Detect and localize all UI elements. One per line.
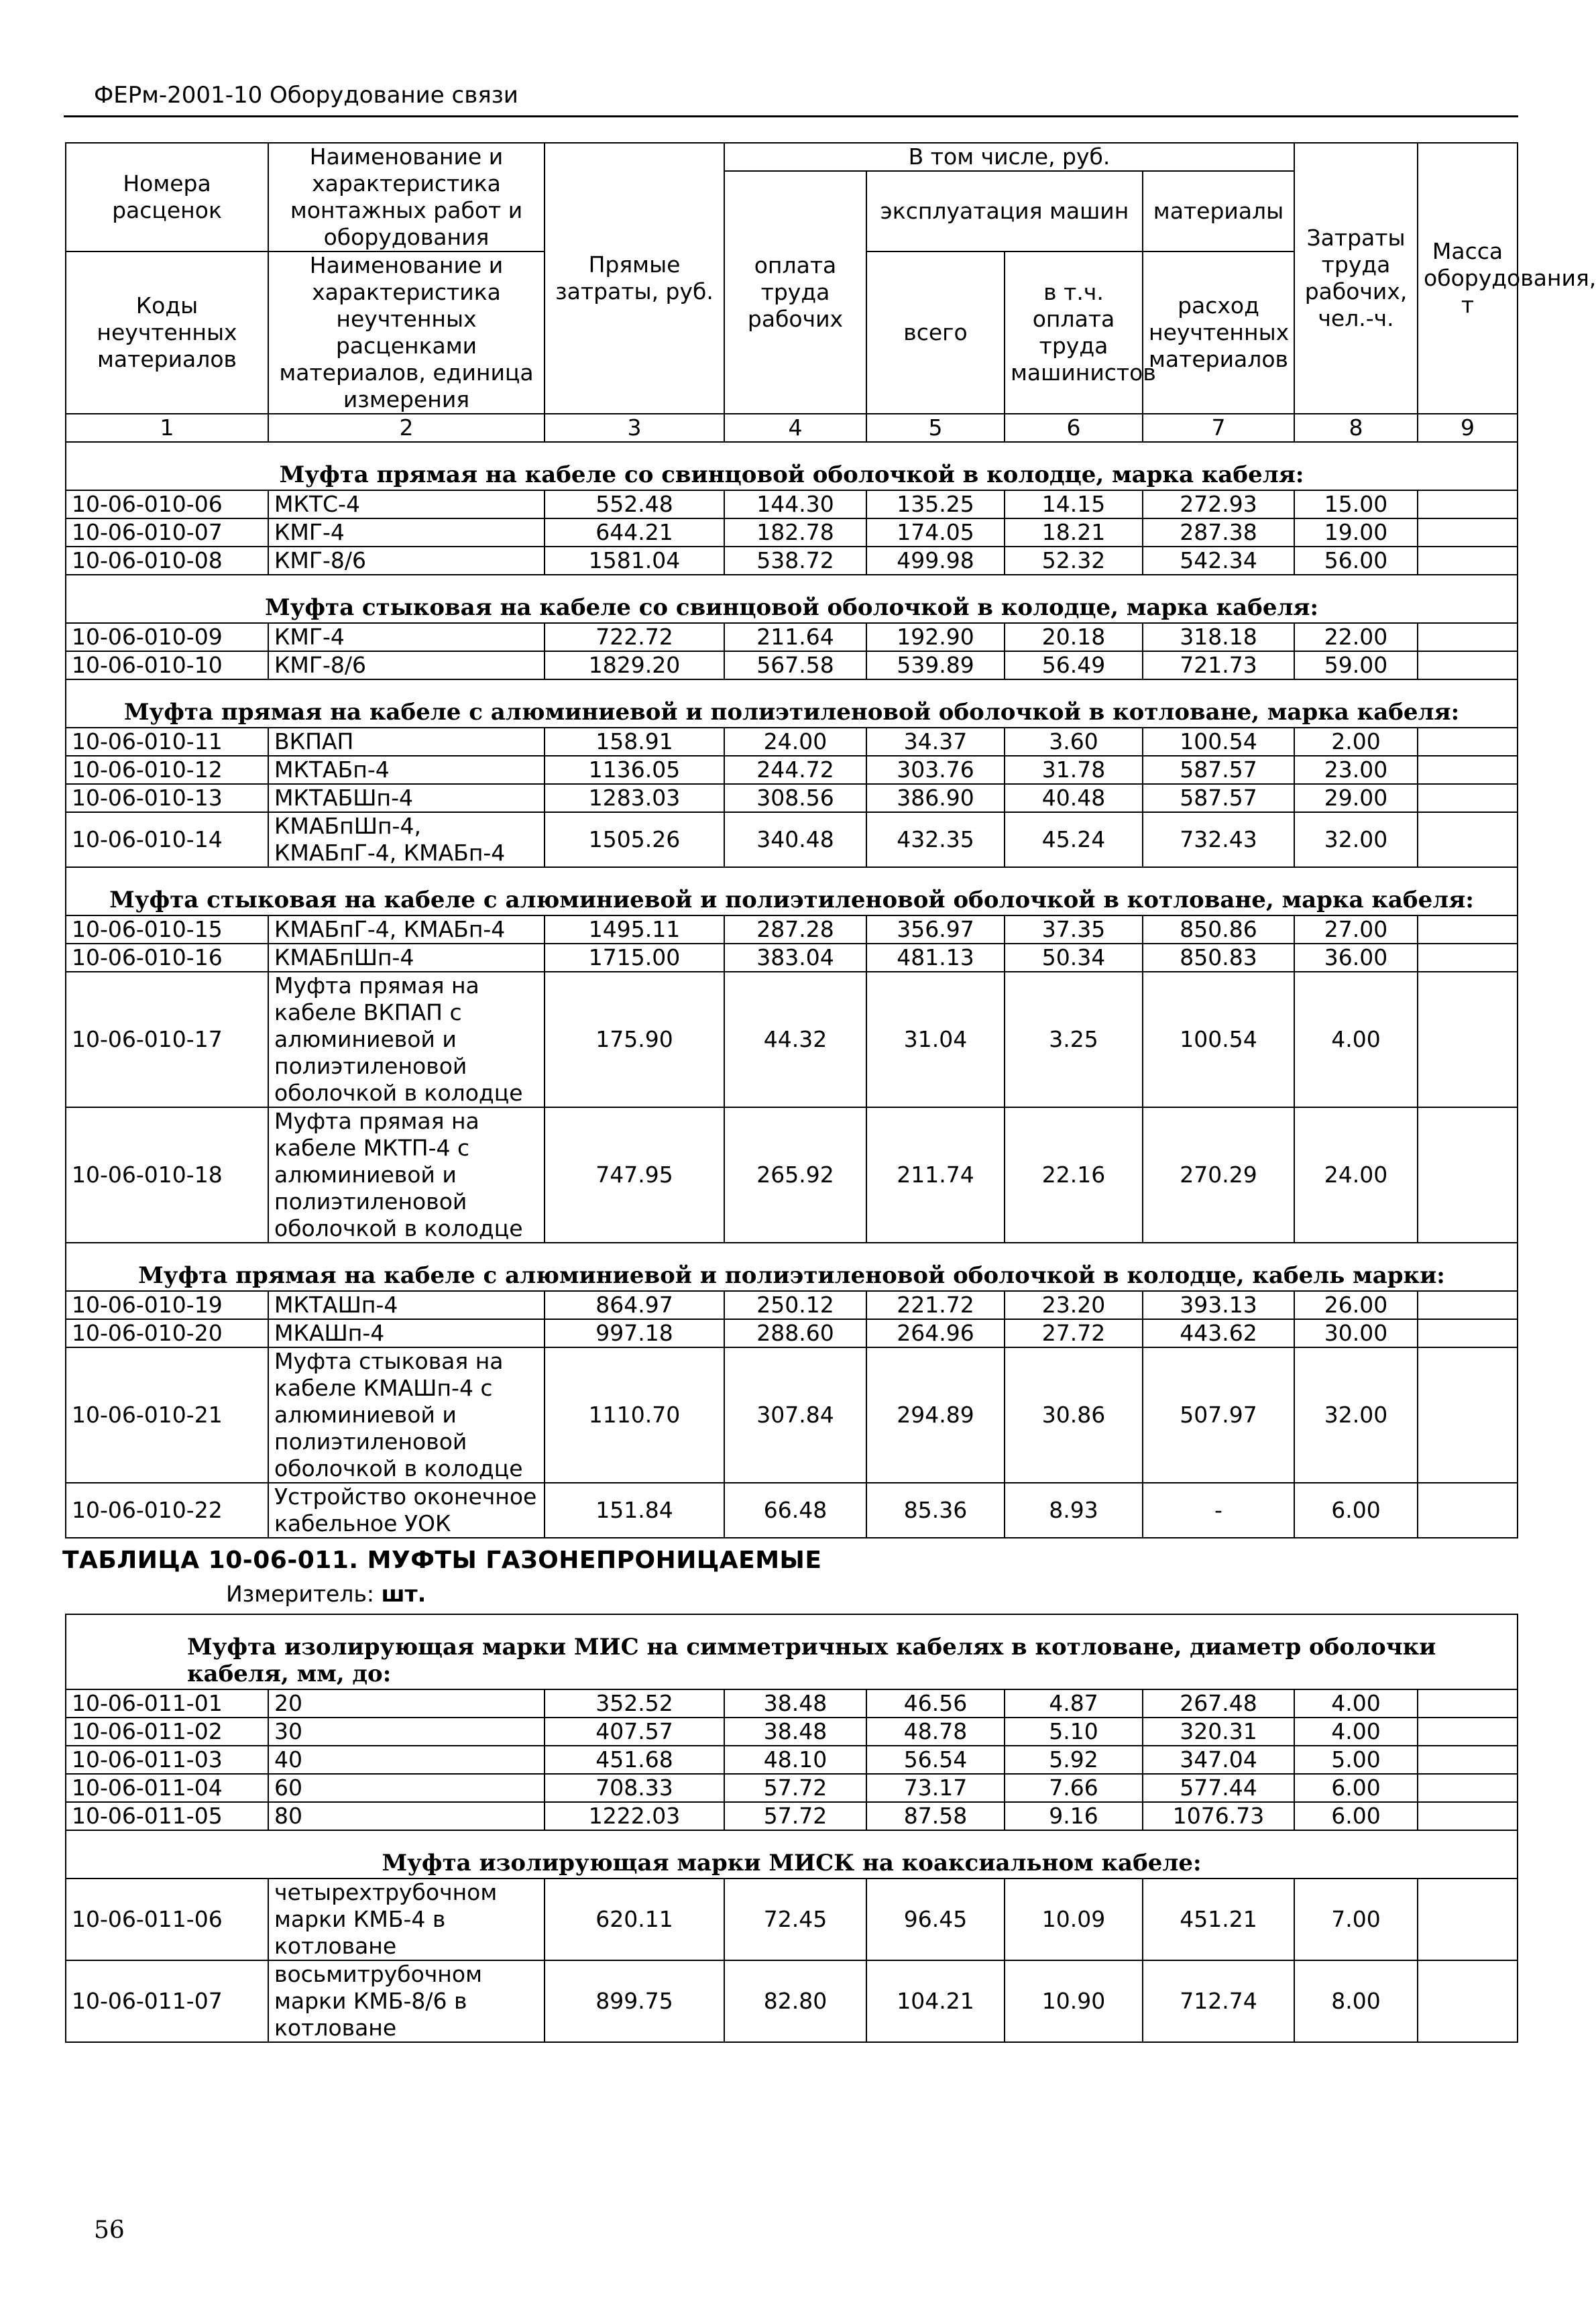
equipment-mass (1418, 1746, 1518, 1774)
machine-cost: 73.17 (866, 1774, 1005, 1802)
machine-operator-pay: 22.16 (1005, 1107, 1143, 1243)
item-name: МКТАБп-4 (268, 756, 545, 784)
labor-pay: 82.80 (724, 1960, 866, 2042)
machine-cost: 499.98 (866, 547, 1005, 575)
table-row (66, 728, 1518, 756)
materials-cost: 320.31 (1143, 1718, 1294, 1746)
machine-operator-pay: 56.49 (1005, 651, 1143, 679)
materials-cost: 270.29 (1143, 1107, 1294, 1243)
rate-code: 10-06-011-05 (66, 1802, 268, 1830)
section-title-row (66, 1830, 1518, 1879)
equipment-mass (1418, 1960, 1518, 2042)
machine-operator-pay: 7.66 (1005, 1774, 1143, 1802)
machine-cost: 46.56 (866, 1689, 1005, 1718)
item-name: МКТАБШп-4 (268, 784, 545, 812)
machine-cost: 31.04 (866, 972, 1005, 1107)
equipment-mass (1418, 1291, 1518, 1319)
page-header: ФЕРм-2001-10 Оборудование связи (94, 82, 518, 109)
rate-code: 10-06-010-19 (66, 1291, 268, 1319)
item-name: 80 (268, 1802, 545, 1830)
labor-hours: 19.00 (1294, 518, 1418, 547)
item-name: КМГ-8/6 (268, 547, 545, 575)
machine-operator-pay: 9.16 (1005, 1802, 1143, 1830)
table-row (66, 547, 1518, 575)
col-num: 8 (1294, 414, 1418, 442)
labor-pay: 144.30 (724, 490, 866, 518)
machine-operator-pay: 5.92 (1005, 1746, 1143, 1774)
equipment-mass (1418, 1107, 1518, 1243)
rate-code: 10-06-010-10 (66, 651, 268, 679)
rate-code: 10-06-010-12 (66, 756, 268, 784)
section-title: Муфта изолирующая марки МИСК на коаксиальном кабеле: (66, 1830, 1518, 1879)
labor-pay: 340.48 (724, 812, 866, 867)
col-num: 5 (866, 414, 1005, 442)
direct-costs: 1581.04 (545, 547, 724, 575)
rate-code: 10-06-011-01 (66, 1689, 268, 1718)
machine-operator-pay: 31.78 (1005, 756, 1143, 784)
item-name: КМГ-8/6 (268, 651, 545, 679)
materials-cost: 732.43 (1143, 812, 1294, 867)
table-row (66, 812, 1518, 867)
labor-hours: 23.00 (1294, 756, 1418, 784)
direct-costs: 1505.26 (545, 812, 724, 867)
machine-operator-pay: 20.18 (1005, 623, 1143, 651)
table-row (66, 518, 1518, 547)
materials-cost: 100.54 (1143, 728, 1294, 756)
equipment-mass (1418, 547, 1518, 575)
direct-costs: 864.97 (545, 1291, 724, 1319)
machine-cost: 174.05 (866, 518, 1005, 547)
table-row (66, 1718, 1518, 1746)
table-row (66, 1689, 1518, 1718)
labor-hours: 5.00 (1294, 1746, 1418, 1774)
header-labor-costs: Затраты труда рабочих, чел.-ч. (1294, 143, 1418, 414)
table-row (66, 944, 1518, 972)
machine-cost: 211.74 (866, 1107, 1005, 1243)
materials-cost: 721.73 (1143, 651, 1294, 679)
labor-hours: 8.00 (1294, 1960, 1418, 2042)
item-name: четырехтрубочном марки КМБ-4 в котловане (268, 1879, 545, 1960)
direct-costs: 1829.20 (545, 651, 724, 679)
machine-operator-pay: 10.90 (1005, 1960, 1143, 2042)
equipment-mass (1418, 1879, 1518, 1960)
equipment-mass (1418, 518, 1518, 547)
machine-cost: 48.78 (866, 1718, 1005, 1746)
direct-costs: 747.95 (545, 1107, 724, 1243)
table-row (66, 1319, 1518, 1347)
item-name: КМАБпШп-4, КМАБпГ-4, КМАБп-4 (268, 812, 545, 867)
equipment-mass (1418, 1774, 1518, 1802)
equipment-mass (1418, 651, 1518, 679)
labor-hours: 27.00 (1294, 915, 1418, 944)
direct-costs: 899.75 (545, 1960, 724, 2042)
table-10-06-011-title: ТАБЛИЦА 10-06-011. МУФТЫ ГАЗОНЕПРОНИЦАЕМЫЕ (62, 1547, 822, 1574)
materials-cost: 542.34 (1143, 547, 1294, 575)
header-codes-bottom: Коды неучтенных материалов (66, 251, 268, 414)
labor-pay: 383.04 (724, 944, 866, 972)
rate-code: 10-06-011-04 (66, 1774, 268, 1802)
header-machine-incl: в т.ч. оплата труда машинистов (1005, 251, 1143, 414)
direct-costs: 552.48 (545, 490, 724, 518)
equipment-mass (1418, 728, 1518, 756)
header-codes-top: Номера расценок (66, 143, 268, 251)
machine-cost: 192.90 (866, 623, 1005, 651)
rate-code: 10-06-010-16 (66, 944, 268, 972)
labor-pay: 308.56 (724, 784, 866, 812)
labor-pay: 288.60 (724, 1319, 866, 1347)
direct-costs: 1495.11 (545, 915, 724, 944)
item-name: 20 (268, 1689, 545, 1718)
header-name-bottom: Наименование и характеристика неучтенных расценками материалов, единица измерения (268, 251, 545, 414)
table-row (66, 1960, 1518, 2042)
main-content (62, 142, 1596, 2043)
table-row (66, 1347, 1518, 1483)
section-title-row (66, 442, 1518, 490)
materials-cost: 347.04 (1143, 1746, 1294, 1774)
item-name: КМГ-4 (268, 518, 545, 547)
section-title: Муфта прямая на кабеле с алюминиевой и полиэтиленовой оболочкой в котловане, марка кабеля: (66, 679, 1518, 728)
materials-cost: 443.62 (1143, 1319, 1294, 1347)
direct-costs: 644.21 (545, 518, 724, 547)
labor-pay: 66.48 (724, 1483, 866, 1538)
col-num: 7 (1143, 414, 1294, 442)
materials-cost: 267.48 (1143, 1689, 1294, 1718)
col-num: 2 (268, 414, 545, 442)
col-num: 3 (545, 414, 724, 442)
labor-pay: 567.58 (724, 651, 866, 679)
rate-code: 10-06-010-08 (66, 547, 268, 575)
labor-hours: 26.00 (1294, 1291, 1418, 1319)
direct-costs: 175.90 (545, 972, 724, 1107)
machine-cost: 386.90 (866, 784, 1005, 812)
labor-pay: 250.12 (724, 1291, 866, 1319)
header-materials: материалы (1143, 171, 1294, 251)
item-name: 40 (268, 1746, 545, 1774)
equipment-mass (1418, 490, 1518, 518)
machine-operator-pay: 4.87 (1005, 1689, 1143, 1718)
labor-hours: 4.00 (1294, 972, 1418, 1107)
equipment-mass (1418, 915, 1518, 944)
labor-hours: 6.00 (1294, 1774, 1418, 1802)
direct-costs: 158.91 (545, 728, 724, 756)
labor-hours: 56.00 (1294, 547, 1418, 575)
table-row (66, 1291, 1518, 1319)
section-title-row (66, 867, 1518, 915)
machine-cost: 87.58 (866, 1802, 1005, 1830)
labor-hours: 24.00 (1294, 1107, 1418, 1243)
rate-code: 10-06-010-21 (66, 1347, 268, 1483)
table-row (66, 1746, 1518, 1774)
rate-code: 10-06-010-11 (66, 728, 268, 756)
table-row (66, 1483, 1518, 1538)
section-title: Муфта прямая на кабеле со свинцовой оболочкой в колодце, марка кабеля: (66, 442, 1518, 490)
labor-pay: 72.45 (724, 1879, 866, 1960)
equipment-mass (1418, 1319, 1518, 1347)
section-title-row (66, 679, 1518, 728)
measure-unit: шт. (381, 1581, 426, 1607)
rate-code: 10-06-011-02 (66, 1718, 268, 1746)
labor-hours: 2.00 (1294, 728, 1418, 756)
labor-pay: 244.72 (724, 756, 866, 784)
item-name: КМАБпШп-4 (268, 944, 545, 972)
labor-hours: 6.00 (1294, 1483, 1418, 1538)
header-mass: Масса оборудования, т (1418, 143, 1518, 414)
equipment-mass (1418, 1347, 1518, 1483)
labor-pay: 307.84 (724, 1347, 866, 1483)
machine-cost: 294.89 (866, 1347, 1005, 1483)
rate-code: 10-06-010-20 (66, 1319, 268, 1347)
table-row (66, 490, 1518, 518)
section-title: Муфта прямая на кабеле с алюминиевой и полиэтиленовой оболочкой в колодце, кабель марки: (66, 1243, 1518, 1291)
machine-cost: 34.37 (866, 728, 1005, 756)
materials-cost: 287.38 (1143, 518, 1294, 547)
labor-pay: 287.28 (724, 915, 866, 944)
labor-pay: 38.48 (724, 1718, 866, 1746)
equipment-mass (1418, 756, 1518, 784)
labor-hours: 32.00 (1294, 1347, 1418, 1483)
machine-cost: 539.89 (866, 651, 1005, 679)
labor-pay: 24.00 (724, 728, 866, 756)
table-row (66, 915, 1518, 944)
labor-hours: 30.00 (1294, 1319, 1418, 1347)
labor-hours: 59.00 (1294, 651, 1418, 679)
machine-operator-pay: 45.24 (1005, 812, 1143, 867)
materials-cost: 272.93 (1143, 490, 1294, 518)
measure-label: Измеритель: (226, 1581, 375, 1607)
labor-hours: 6.00 (1294, 1802, 1418, 1830)
labor-pay: 182.78 (724, 518, 866, 547)
labor-hours: 7.00 (1294, 1879, 1418, 1960)
labor-hours: 36.00 (1294, 944, 1418, 972)
machine-operator-pay: 18.21 (1005, 518, 1143, 547)
item-name: МКТАШп-4 (268, 1291, 545, 1319)
direct-costs: 1110.70 (545, 1347, 724, 1483)
item-name: Муфта стыковая на кабеле КМАШп-4 с алюминиевой и полиэтиленовой оболочкой в колодце (268, 1347, 545, 1483)
materials-cost: 587.57 (1143, 756, 1294, 784)
machine-cost: 104.21 (866, 1960, 1005, 2042)
item-name: ВКПАП (268, 728, 545, 756)
labor-hours: 29.00 (1294, 784, 1418, 812)
machine-cost: 356.97 (866, 915, 1005, 944)
labor-pay: 538.72 (724, 547, 866, 575)
machine-cost: 96.45 (866, 1879, 1005, 1960)
table-row (66, 972, 1518, 1107)
header-name-top: Наименование и характеристика монтажных работ и оборудования (268, 143, 545, 251)
direct-costs: 1715.00 (545, 944, 724, 972)
equipment-mass (1418, 1483, 1518, 1538)
item-name: КМАБпГ-4, КМАБп-4 (268, 915, 545, 944)
item-name: Муфта прямая на кабеле ВКПАП с алюминиевой и полиэтиленовой оболочкой в колодце (268, 972, 545, 1107)
direct-costs: 352.52 (545, 1689, 724, 1718)
materials-cost: 712.74 (1143, 1960, 1294, 2042)
rate-code: 10-06-010-22 (66, 1483, 268, 1538)
machine-cost: 85.36 (866, 1483, 1005, 1538)
table-row (66, 1774, 1518, 1802)
col-num: 6 (1005, 414, 1143, 442)
rate-code: 10-06-011-03 (66, 1746, 268, 1774)
materials-cost: - (1143, 1483, 1294, 1538)
materials-cost: 850.83 (1143, 944, 1294, 972)
materials-cost: 1076.73 (1143, 1802, 1294, 1830)
machine-operator-pay: 3.25 (1005, 972, 1143, 1107)
machine-operator-pay: 10.09 (1005, 1879, 1143, 1960)
header-row-1 (66, 143, 1518, 171)
item-name: 30 (268, 1718, 545, 1746)
materials-cost: 318.18 (1143, 623, 1294, 651)
section-title-row (66, 1614, 1518, 1689)
direct-costs: 1136.05 (545, 756, 724, 784)
item-name: Устройство оконечное кабельное УОК (268, 1483, 545, 1538)
item-name: КМГ-4 (268, 623, 545, 651)
section-title: Муфта стыковая на кабеле со свинцовой оболочкой в колодце, марка кабеля: (66, 575, 1518, 623)
direct-costs: 151.84 (545, 1483, 724, 1538)
section-title: Муфта стыковая на кабеле с алюминиевой и полиэтиленовой оболочкой в котловане, марка кабеля: (66, 867, 1518, 915)
header-machine-group: эксплуатация машин (866, 171, 1143, 251)
section-title-row (66, 575, 1518, 623)
page-number: 56 (94, 2217, 125, 2244)
equipment-mass (1418, 944, 1518, 972)
rates-table-10-06-010 (65, 142, 1596, 1538)
labor-pay: 265.92 (724, 1107, 866, 1243)
materials-cost: 507.97 (1143, 1347, 1294, 1483)
equipment-mass (1418, 1689, 1518, 1718)
direct-costs: 1283.03 (545, 784, 724, 812)
header-incl: В том числе, руб. (724, 143, 1294, 171)
header-rule (64, 115, 1518, 117)
labor-pay: 211.64 (724, 623, 866, 651)
machine-operator-pay: 40.48 (1005, 784, 1143, 812)
direct-costs: 451.68 (545, 1746, 724, 1774)
rate-code: 10-06-010-09 (66, 623, 268, 651)
machine-operator-pay: 3.60 (1005, 728, 1143, 756)
direct-costs: 997.18 (545, 1319, 724, 1347)
rate-code: 10-06-010-13 (66, 784, 268, 812)
section-title-row (66, 1243, 1518, 1291)
labor-hours: 15.00 (1294, 490, 1418, 518)
rate-code: 10-06-010-17 (66, 972, 268, 1107)
col-num: 4 (724, 414, 866, 442)
equipment-mass (1418, 784, 1518, 812)
materials-cost: 577.44 (1143, 1774, 1294, 1802)
labor-pay: 38.48 (724, 1689, 866, 1718)
equipment-mass (1418, 812, 1518, 867)
column-numbers-row (66, 414, 1518, 442)
labor-hours: 22.00 (1294, 623, 1418, 651)
measure-line (65, 1577, 1517, 1614)
machine-operator-pay: 30.86 (1005, 1347, 1143, 1483)
table-row (66, 1107, 1518, 1243)
item-name: 60 (268, 1774, 545, 1802)
rate-code: 10-06-010-14 (66, 812, 268, 867)
machine-operator-pay: 50.34 (1005, 944, 1143, 972)
machine-cost: 221.72 (866, 1291, 1005, 1319)
table-row (66, 784, 1518, 812)
machine-operator-pay: 27.72 (1005, 1319, 1143, 1347)
table-row (66, 756, 1518, 784)
rate-code: 10-06-010-18 (66, 1107, 268, 1243)
section-title: Муфта изолирующая марки МИС на симметричных кабелях в котловане, диаметр оболочки кабеля, мм, до: (66, 1614, 1518, 1689)
rate-code: 10-06-010-07 (66, 518, 268, 547)
direct-costs: 708.33 (545, 1774, 724, 1802)
labor-pay: 44.32 (724, 972, 866, 1107)
rate-code: 10-06-010-06 (66, 490, 268, 518)
direct-costs: 620.11 (545, 1879, 724, 1960)
equipment-mass (1418, 1802, 1518, 1830)
machine-cost: 481.13 (866, 944, 1005, 972)
table-row (66, 1879, 1518, 1960)
machine-operator-pay: 8.93 (1005, 1483, 1143, 1538)
table-row (66, 623, 1518, 651)
labor-hours: 4.00 (1294, 1689, 1418, 1718)
header-labor-pay: оплата труда рабочих (724, 171, 866, 414)
item-name: восьмитрубочном марки КМБ-8/6 в котловане (268, 1960, 545, 2042)
direct-costs: 722.72 (545, 623, 724, 651)
table-row (66, 1802, 1518, 1830)
machine-cost: 264.96 (866, 1319, 1005, 1347)
col-num: 1 (66, 414, 268, 442)
col-num: 9 (1418, 414, 1518, 442)
materials-cost: 850.86 (1143, 915, 1294, 944)
machine-cost: 135.25 (866, 490, 1005, 518)
equipment-mass (1418, 623, 1518, 651)
labor-pay: 57.72 (724, 1802, 866, 1830)
item-name: МКТС-4 (268, 490, 545, 518)
machine-cost: 303.76 (866, 756, 1005, 784)
materials-cost: 587.57 (1143, 784, 1294, 812)
machine-operator-pay: 52.32 (1005, 547, 1143, 575)
machine-operator-pay: 14.15 (1005, 490, 1143, 518)
rate-code: 10-06-011-07 (66, 1960, 268, 2042)
materials-cost: 393.13 (1143, 1291, 1294, 1319)
labor-hours: 32.00 (1294, 812, 1418, 867)
materials-cost: 100.54 (1143, 972, 1294, 1107)
equipment-mass (1418, 1718, 1518, 1746)
rate-code: 10-06-011-06 (66, 1879, 268, 1960)
header-direct-costs: Прямые затраты, руб. (545, 143, 724, 414)
machine-cost: 432.35 (866, 812, 1005, 867)
labor-pay: 57.72 (724, 1774, 866, 1802)
rate-code: 10-06-010-15 (66, 915, 268, 944)
item-name: Муфта прямая на кабеле МКТП-4 с алюминиевой и полиэтиленовой оболочкой в колодце (268, 1107, 545, 1243)
materials-cost: 451.21 (1143, 1879, 1294, 1960)
machine-operator-pay: 5.10 (1005, 1718, 1143, 1746)
rates-table-10-06-011 (65, 1614, 1518, 2043)
labor-hours: 4.00 (1294, 1718, 1418, 1746)
equipment-mass (1418, 972, 1518, 1107)
machine-operator-pay: 37.35 (1005, 915, 1143, 944)
header-machine-total: всего (866, 251, 1005, 414)
header-materials-sub: расход неучтенных материалов (1143, 251, 1294, 414)
item-name: МКАШп-4 (268, 1319, 545, 1347)
machine-cost: 56.54 (866, 1746, 1005, 1774)
direct-costs: 407.57 (545, 1718, 724, 1746)
table-row (66, 651, 1518, 679)
machine-operator-pay: 23.20 (1005, 1291, 1143, 1319)
direct-costs: 1222.03 (545, 1802, 724, 1830)
labor-pay: 48.10 (724, 1746, 866, 1774)
